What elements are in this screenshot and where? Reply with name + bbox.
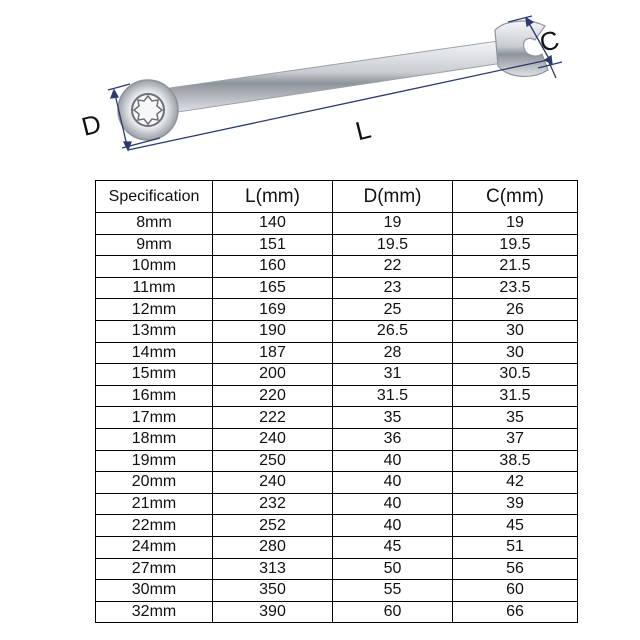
cell-diameter: 40 (333, 515, 453, 537)
table-row (96, 234, 578, 256)
dimension-l-label: L (352, 113, 374, 147)
cell-specification: 19mm (96, 450, 213, 472)
cell-specification: 24mm (96, 536, 213, 558)
cell-length: 252 (213, 515, 333, 537)
table-row (96, 580, 578, 602)
cell-length: 220 (213, 385, 333, 407)
table-row (96, 256, 578, 278)
cell-open-end: 37 (453, 428, 578, 450)
cell-diameter: 45 (333, 536, 453, 558)
header-open-end: C(mm) (453, 181, 578, 213)
cell-length: 222 (213, 407, 333, 429)
cell-length: 350 (213, 580, 333, 602)
cell-length: 151 (213, 234, 333, 256)
table-row (96, 277, 578, 299)
cell-specification: 14mm (96, 342, 213, 364)
header-length: L(mm) (213, 181, 333, 213)
cell-length: 160 (213, 256, 333, 278)
cell-length: 240 (213, 472, 333, 494)
cell-specification: 20mm (96, 472, 213, 494)
cell-specification: 30mm (96, 580, 213, 602)
cell-open-end: 56 (453, 558, 578, 580)
cell-diameter: 23 (333, 277, 453, 299)
header-specification: Specification (96, 181, 213, 213)
cell-diameter: 31 (333, 364, 453, 386)
cell-specification: 17mm (96, 407, 213, 429)
cell-open-end: 60 (453, 580, 578, 602)
header-diameter: D(mm) (333, 181, 453, 213)
cell-specification: 16mm (96, 385, 213, 407)
cell-diameter: 60 (333, 601, 453, 623)
table-row (96, 472, 578, 494)
cell-specification: 15mm (96, 364, 213, 386)
cell-length: 169 (213, 299, 333, 321)
cell-diameter: 36 (333, 428, 453, 450)
cell-diameter: 35 (333, 407, 453, 429)
cell-open-end: 38.5 (453, 450, 578, 472)
cell-length: 165 (213, 277, 333, 299)
cell-open-end: 19 (453, 213, 578, 235)
cell-specification: 8mm (96, 213, 213, 235)
table-row (96, 299, 578, 321)
table-row (96, 558, 578, 580)
table-row (96, 493, 578, 515)
cell-open-end: 31.5 (453, 385, 578, 407)
table-row (96, 536, 578, 558)
cell-diameter: 19.5 (333, 234, 453, 256)
table-row (96, 450, 578, 472)
cell-open-end: 51 (453, 536, 578, 558)
cell-specification: 22mm (96, 515, 213, 537)
cell-length: 313 (213, 558, 333, 580)
table-body (96, 213, 578, 623)
cell-open-end: 23.5 (453, 277, 578, 299)
table-row (96, 213, 578, 235)
cell-diameter: 22 (333, 256, 453, 278)
cell-open-end: 21.5 (453, 256, 578, 278)
cell-diameter: 40 (333, 450, 453, 472)
cell-open-end: 19.5 (453, 234, 578, 256)
cell-diameter: 19 (333, 213, 453, 235)
dimension-d-label: D (78, 108, 105, 142)
specification-table (95, 180, 578, 623)
cell-length: 200 (213, 364, 333, 386)
cell-specification: 10mm (96, 256, 213, 278)
cell-length: 187 (213, 342, 333, 364)
table-row (96, 407, 578, 429)
cell-specification: 13mm (96, 320, 213, 342)
cell-length: 280 (213, 536, 333, 558)
cell-open-end: 66 (453, 601, 578, 623)
cell-length: 140 (213, 213, 333, 235)
dimension-c-label: C (536, 24, 563, 58)
cell-diameter: 40 (333, 472, 453, 494)
table-header-row (96, 181, 578, 213)
cell-diameter: 26.5 (333, 320, 453, 342)
cell-diameter: 28 (333, 342, 453, 364)
cell-diameter: 31.5 (333, 385, 453, 407)
table-row (96, 320, 578, 342)
cell-diameter: 25 (333, 299, 453, 321)
cell-specification: 11mm (96, 277, 213, 299)
cell-open-end: 45 (453, 515, 578, 537)
cell-length: 390 (213, 601, 333, 623)
cell-diameter: 40 (333, 493, 453, 515)
table-row (96, 601, 578, 623)
cell-open-end: 30 (453, 342, 578, 364)
cell-specification: 12mm (96, 299, 213, 321)
cell-open-end: 26 (453, 299, 578, 321)
cell-diameter: 50 (333, 558, 453, 580)
table-row (96, 364, 578, 386)
cell-length: 250 (213, 450, 333, 472)
cell-length: 232 (213, 493, 333, 515)
wrench-diagram (0, 0, 640, 175)
cell-specification: 21mm (96, 493, 213, 515)
table-row (96, 515, 578, 537)
cell-open-end: 35 (453, 407, 578, 429)
ratchet-socket (132, 94, 164, 126)
cell-specification: 27mm (96, 558, 213, 580)
table-row (96, 385, 578, 407)
cell-specification: 18mm (96, 428, 213, 450)
wrench-shaft (170, 40, 510, 112)
cell-diameter: 55 (333, 580, 453, 602)
table-row (96, 342, 578, 364)
table-row (96, 428, 578, 450)
cell-length: 240 (213, 428, 333, 450)
cell-open-end: 39 (453, 493, 578, 515)
cell-length: 190 (213, 320, 333, 342)
cell-open-end: 30.5 (453, 364, 578, 386)
cell-specification: 9mm (96, 234, 213, 256)
cell-open-end: 30 (453, 320, 578, 342)
cell-specification: 32mm (96, 601, 213, 623)
cell-open-end: 42 (453, 472, 578, 494)
